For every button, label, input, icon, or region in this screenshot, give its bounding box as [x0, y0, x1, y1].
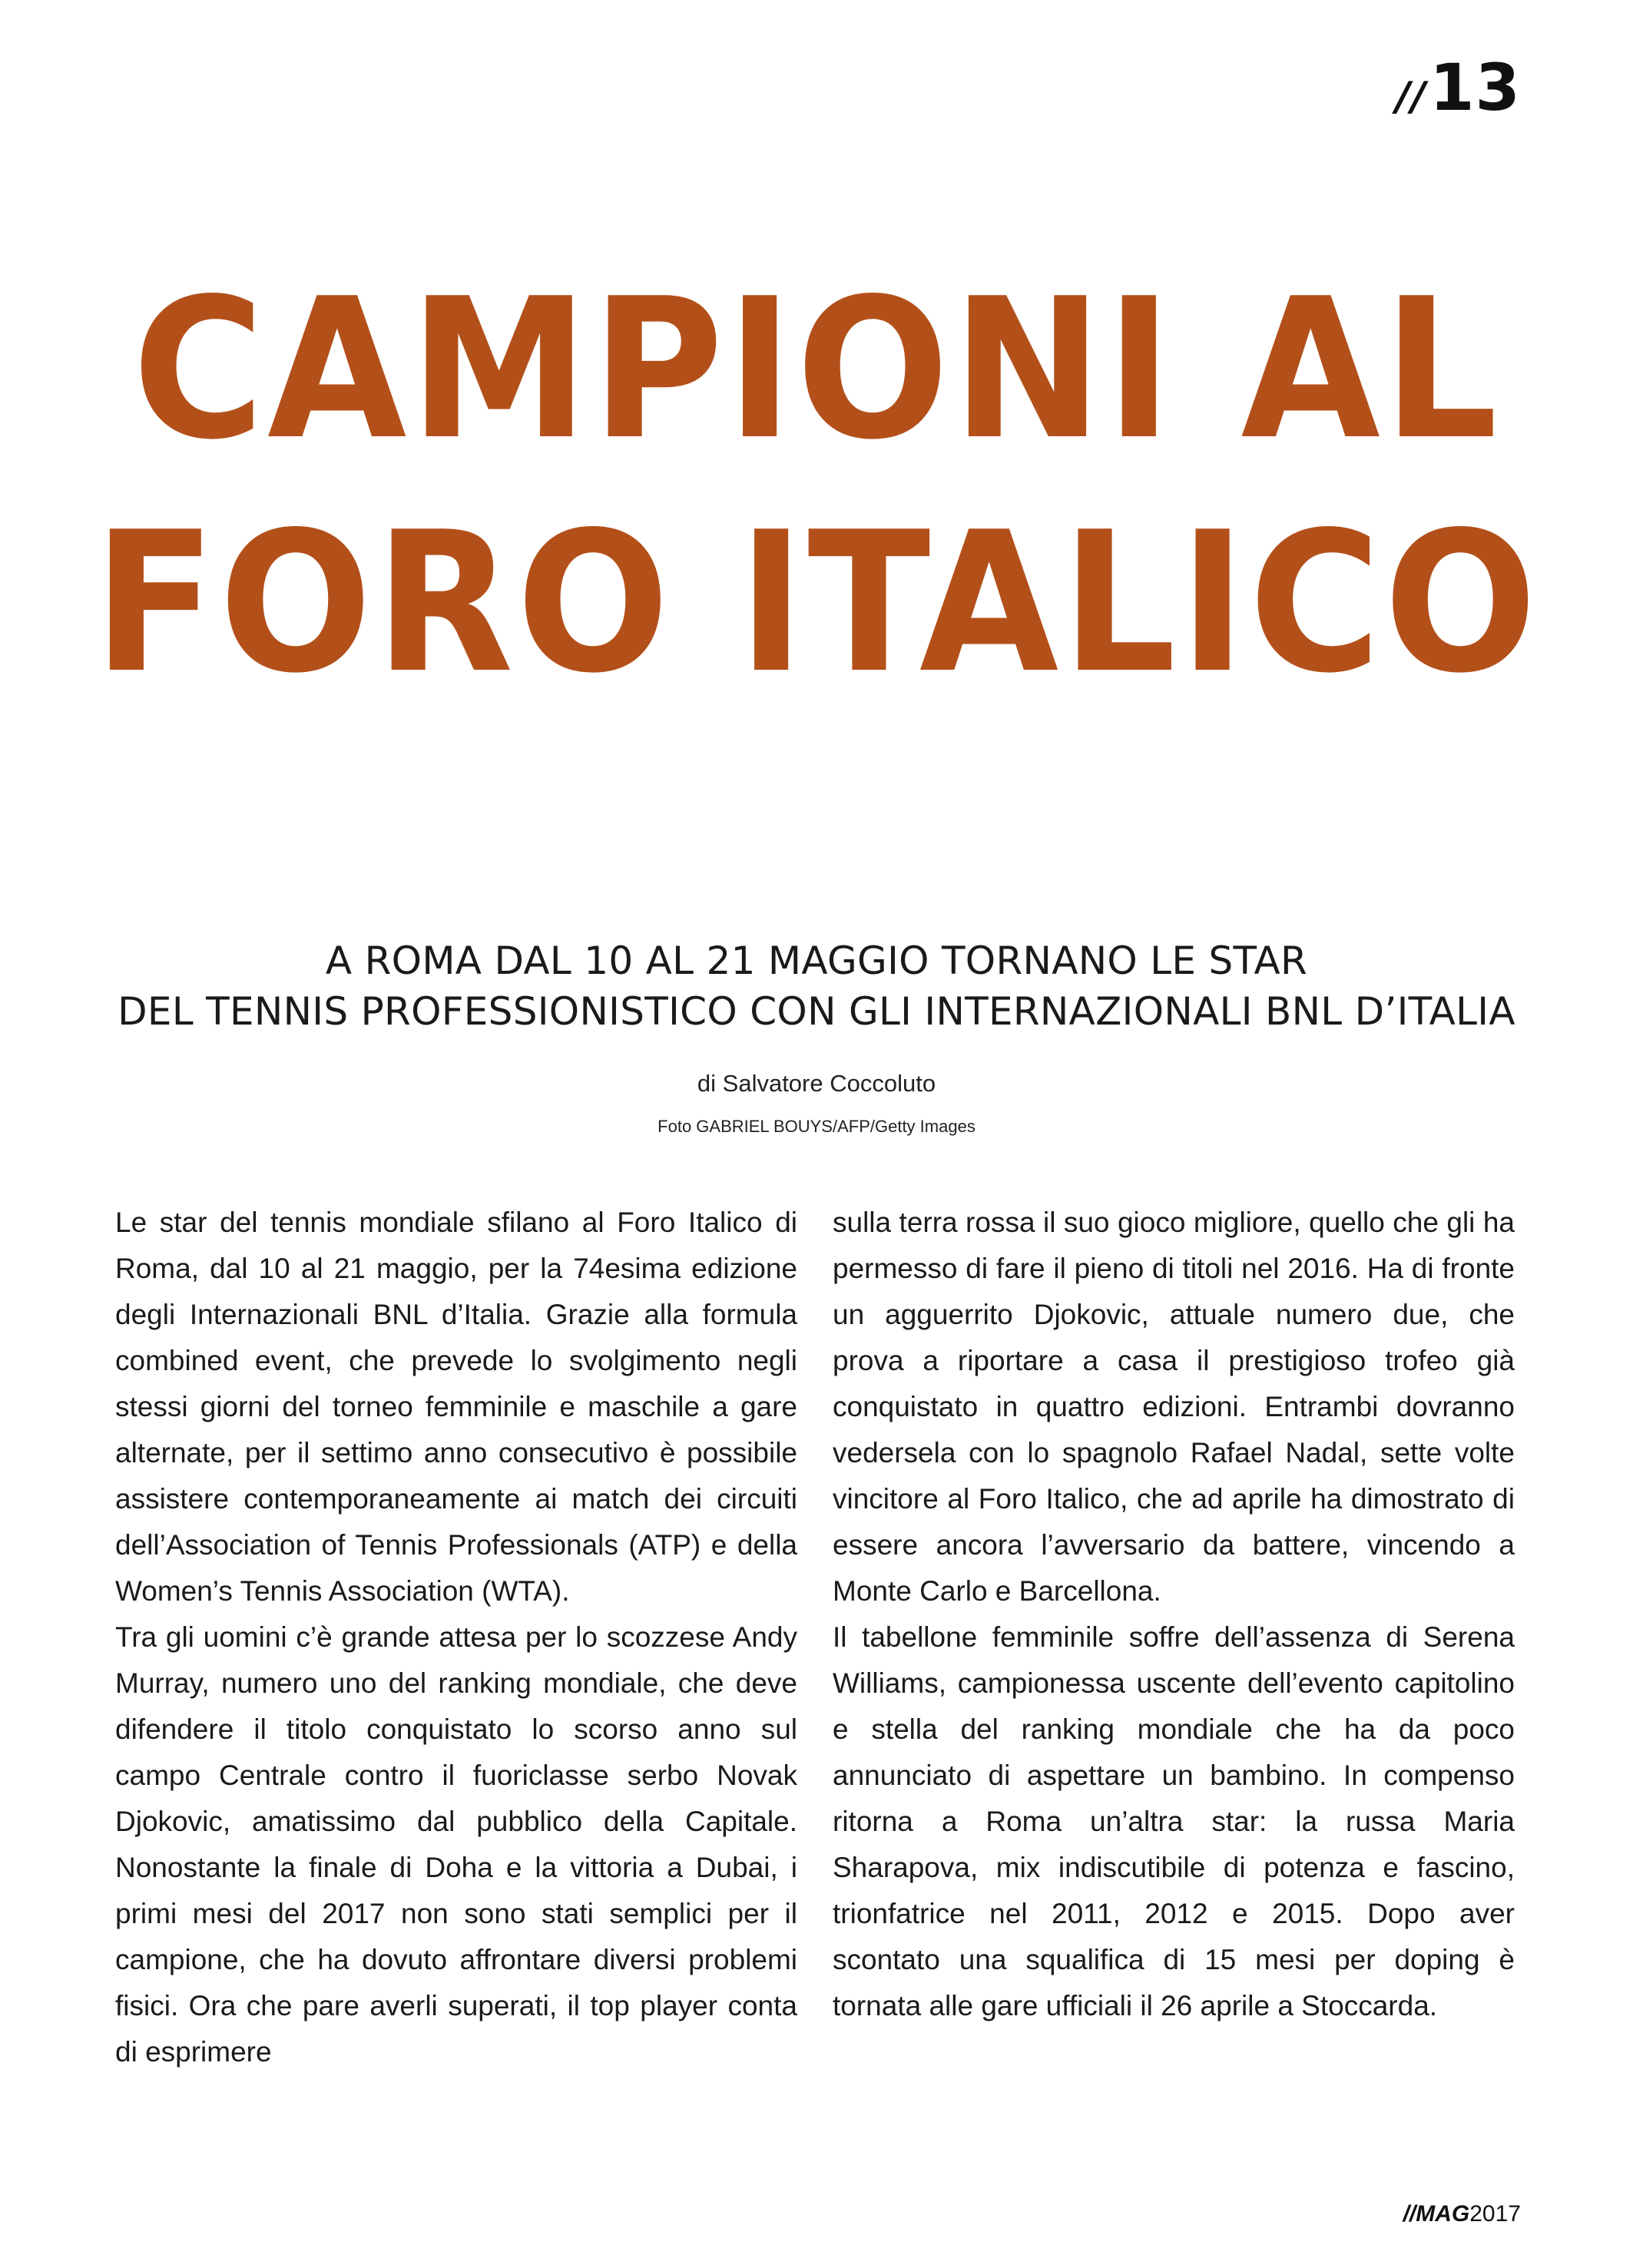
byline: di Salvatore Coccoluto	[697, 1070, 936, 1097]
page-number-value: 13	[1429, 50, 1521, 125]
headline-line-1: CAMPIONI AL	[132, 257, 1501, 482]
footer-mag: MAG	[1416, 2201, 1470, 2227]
page-number-prefix: //	[1396, 74, 1427, 120]
subtitle-line-1: A ROMA DAL 10 AL 21 MAGGIO TORNANO LE STAR	[325, 939, 1308, 983]
article-column-right	[833, 1200, 1515, 2029]
subtitle-line-2: DEL TENNIS PROFESSIONISTICO CON GLI INTERNAZIONALI BNL D’ITALIA	[118, 989, 1515, 1034]
footer	[1403, 2201, 1521, 2227]
article-paragraph: sulla terra rossa il suo gioco migliore, quello che gli ha permesso di fare il pieno di titoli nel 2016. Ha di fronte un agguerrito Djokovic, attuale numero due, che prova a riportare a casa il prestigioso trofeo già conquistato in quattro edizioni. Entrambi dovranno vedersela con lo spagnolo Rafael Nadal, sette volte vincitore al Foro Italico, che ad aprile ha dimostrato di essere ancora l’avversario da battere, vincendo a Monte Carlo e Barcellona.	[833, 1207, 1515, 1607]
article-paragraph: Tra gli uomini c’è grande attesa per lo scozzese Andy Murray, numero uno del ranking mondiale, che deve difendere il titolo conquistato lo scorso anno sul campo Centrale contro il fuoriclasse serbo Novak Djokovic, amatissimo dal pubblico della Capitale. Nonostante la finale di Doha e la vittoria a Dubai, i primi mesi del 2017 non sono stati semplici per il campione, che ha dovuto affrontare diversi problemi fisici. Ora che pare averli superati, il top player conta di esprimere	[115, 1621, 797, 2068]
photo-credit: Foto GABRIEL BOUYS/AFP/Getty Images	[658, 1117, 975, 1136]
headline	[57, 253, 1575, 720]
footer-year: 2017	[1469, 2201, 1521, 2227]
page-number	[1396, 50, 1521, 125]
subtitle	[0, 935, 1633, 1037]
footer-prefix: //	[1403, 2201, 1416, 2227]
article-paragraph: Le star del tennis mondiale sfilano al Foro Italico di Roma, dal 10 al 21 maggio, per la 74esima edizione degli Internazionali BNL d’Italia. Grazie alla formula combined event, che prevede lo svolgimento negli stessi giorni del torneo femminile e maschile a gare alternate, per il settimo anno consecutivo è possibile assistere contemporaneamente ai match dei circuiti dell’Association of Tennis Professionals (ATP) e della Women’s Tennis Association (WTA).	[115, 1207, 797, 1607]
article-column-left	[115, 1200, 797, 2075]
article-paragraph: Il tabellone femminile soffre dell’assenza di Serena Williams, campionessa uscente dell’evento capitolino e stella del ranking mondiale che ha da poco annunciato di aspettare un bambino. In compenso ritorna a Roma un’altra star: la russa Maria Sharapova, mix indiscutibile di potenza e fascino, trionfatrice nel 2011, 2012 e 2015. Dopo aver scontato una squalifica di 15 mesi per doping è tornata alle gare ufficiali il 26 aprile a Stoccarda.	[833, 1621, 1515, 2021]
headline-line-2: FORO ITALICO	[93, 491, 1540, 716]
